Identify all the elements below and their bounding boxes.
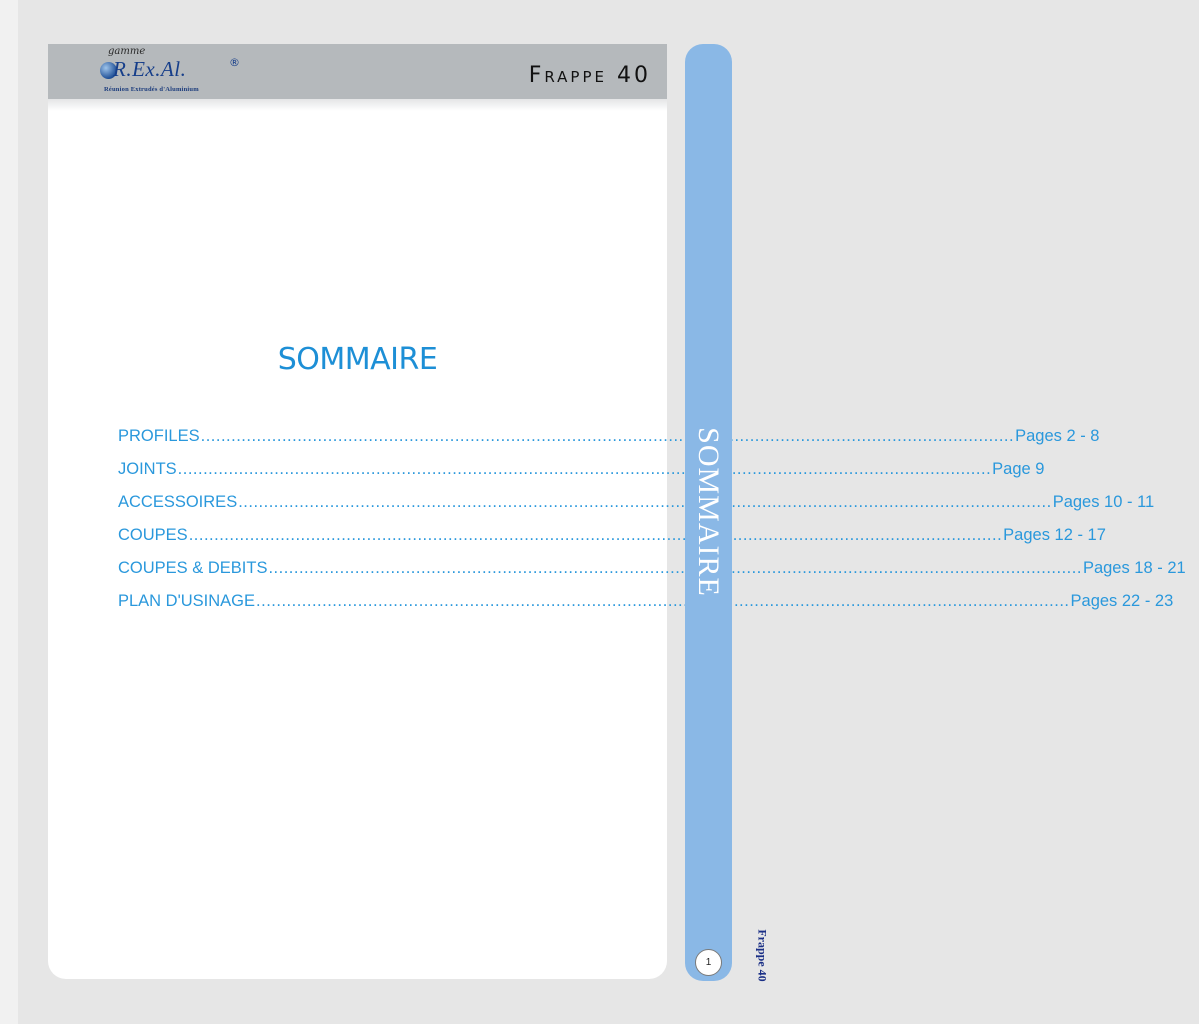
side-tab-title-text: SOMMAIRE (692, 427, 726, 597)
toc-entry-plan-usinage[interactable] (118, 592, 1174, 625)
toc-pages: Pages 10 - 11 (1052, 493, 1155, 511)
edge-label (747, 925, 777, 985)
toc-dot-leader (189, 526, 1002, 545)
toc-entry-joints[interactable] (118, 460, 1045, 493)
toc-entry-coupes[interactable] (118, 526, 1106, 559)
toc-entry-coupes-debits[interactable] (118, 559, 1186, 592)
side-tab-title (684, 407, 732, 617)
toc-entry-accessoires[interactable] (118, 493, 1155, 526)
toc-entry-profiles[interactable] (118, 427, 1100, 460)
logo-gamme-text: gamme (108, 46, 146, 57)
toc-pages: Pages 18 - 21 (1082, 559, 1186, 577)
product-name: Frappe 40 (528, 63, 651, 88)
toc-dot-leader (268, 559, 1081, 578)
toc-label: PLAN D'USINAGE (118, 592, 256, 610)
toc-label: ACCESSOIRES (118, 493, 238, 511)
registered-mark: ® (229, 56, 240, 69)
left-margin-strip (0, 0, 18, 1024)
toc-dot-leader (238, 493, 1051, 512)
page-number-badge: 1 (695, 949, 722, 976)
toc-pages: Page 9 (992, 460, 1045, 478)
logo-tagline: Réunion Extrudés d'Aluminium (104, 86, 199, 93)
toc-pages: Pages 12 - 17 (1003, 526, 1106, 544)
edge-label-text: Frappe 40 (755, 928, 770, 982)
header-shadow (48, 99, 667, 111)
page-title: SOMMAIRE (277, 342, 438, 377)
page-card (48, 44, 1186, 979)
toc-label: COUPES & DEBITS (118, 559, 268, 577)
toc-label: COUPES (118, 526, 188, 544)
toc-dot-leader (256, 592, 1069, 611)
toc-label: PROFILES (118, 427, 200, 445)
toc-dot-leader (178, 460, 991, 479)
logo-name: R.Ex.Al. (113, 57, 187, 81)
rexal-logo (100, 46, 250, 98)
toc-dot-leader (201, 427, 1014, 446)
toc-pages: Pages 22 - 23 (1070, 592, 1174, 610)
header-band (48, 44, 667, 99)
toc-pages: Pages 2 - 8 (1015, 427, 1100, 445)
toc-label: JOINTS (118, 460, 177, 478)
